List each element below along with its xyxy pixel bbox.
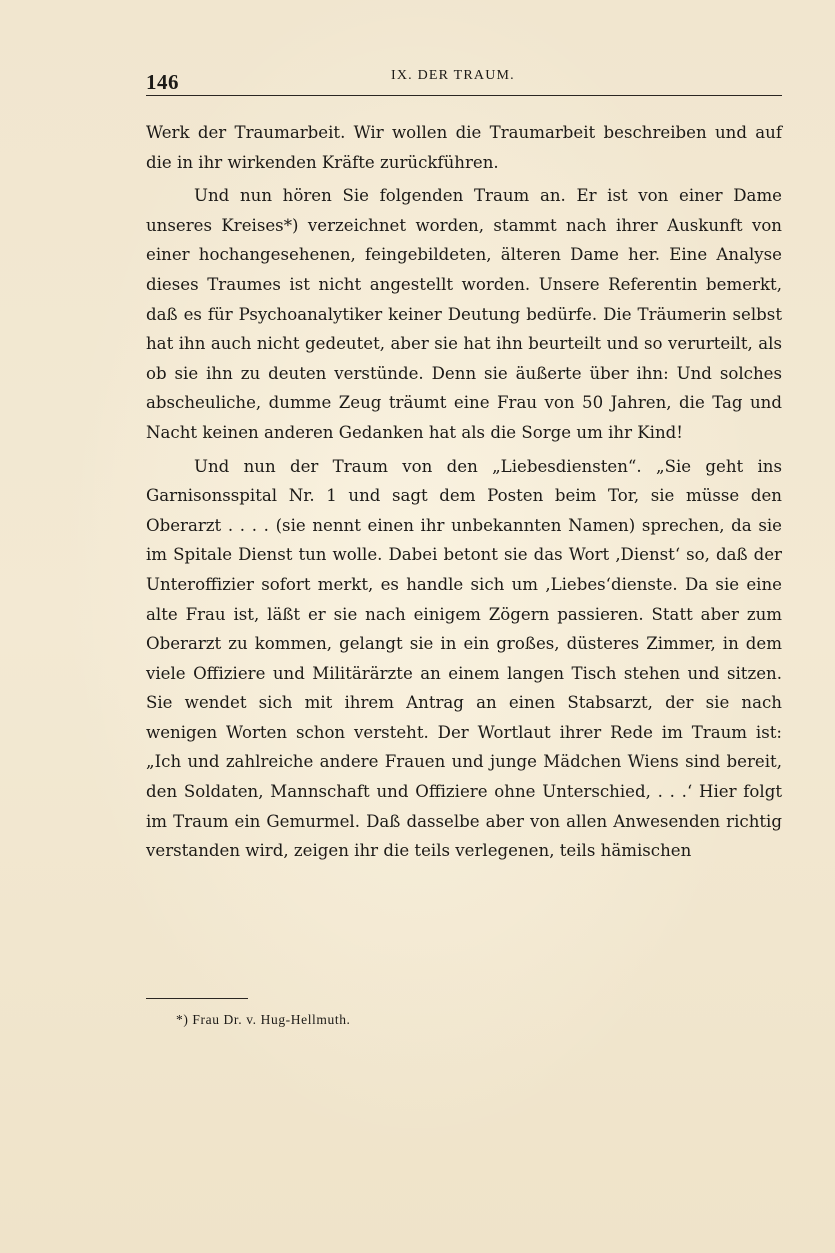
header-rule xyxy=(146,95,782,96)
paragraph: Werk der Traumarbeit. Wir wollen die Traumarbeit beschreiben und auf die in ihr wirkenden Kräfte zurückführen. xyxy=(146,123,782,172)
running-title: IX. DER TRAUM. xyxy=(391,68,515,83)
paragraph: Und nun der Traum von den „Liebesdiensten“. „Sie geht ins Garnisonsspital Nr. 1 und sagt dem Posten beim Tor, sie müsse den Oberarzt . . . . (sie nennt einen ihr unbekannten Namen) sprechen, da sie im Spitale Dienst tun wolle. Dabei betont sie das Wort ‚Dienst‘ so, daß der Unteroffizier sofort merkt, es handle sich um ‚Liebes‘dienste. Da sie eine alte Frau ist, läßt er sie nach einigem Zögern passieren. Statt aber zum Oberarzt zu kommen, gelangt sie in ein großes, düsteres Zimmer, in dem viele Offiziere und Militärärzte an einem langen Tisch stehen und sitzen. Sie wendet sich mit ihrem Antrag an einen Stabsarzt, der sie nach wenigen Worten schon versteht. Der Wortlaut ihrer Rede im Traum ist: „Ich und zahlreiche andere Frauen und junge Mädchen Wiens sind bereit, den Soldaten, Mannschaft und Offiziere ohne Unterschied, . . .‘ Hier folgt im Traum ein Gemurmel. Daß dasselbe aber von allen Anwesenden richtig verstanden wird, zeigen ihr die teils verlegenen, teils hämischen xyxy=(146,456,782,861)
paragraph: Und nun hören Sie folgenden Traum an. Er ist von einer Dame unseres Kreises*) verzeichnet worden, stammt nach ihrer Auskunft von einer hochangesehenen, feingebildeten, älteren Dame her. Eine Analyse dieses Traumes ist nicht angestellt worden. Unsere Referentin bemerkt, daß es für Psychoanalytiker keiner Deutung bedürfe. Die Träumerin selbst hat ihn auch nicht gedeutet, aber sie hat ihn beurteilt und so verurteilt, als ob sie ihn zu deuten verstünde. Denn sie äußerte über ihn: Und solches abscheuliche, dumme Zeug träumt eine Frau von 50 Jahren, die Tag und Nacht keinen anderen Gedanken hat als die Sorge um ihr Kind! xyxy=(146,186,782,442)
page-number: 146 xyxy=(146,70,179,94)
footnote-rule xyxy=(146,998,248,999)
body-text xyxy=(146,118,782,866)
footnote: *) Frau Dr. v. Hug-Hellmuth. xyxy=(176,1012,351,1027)
page-header xyxy=(146,62,782,94)
